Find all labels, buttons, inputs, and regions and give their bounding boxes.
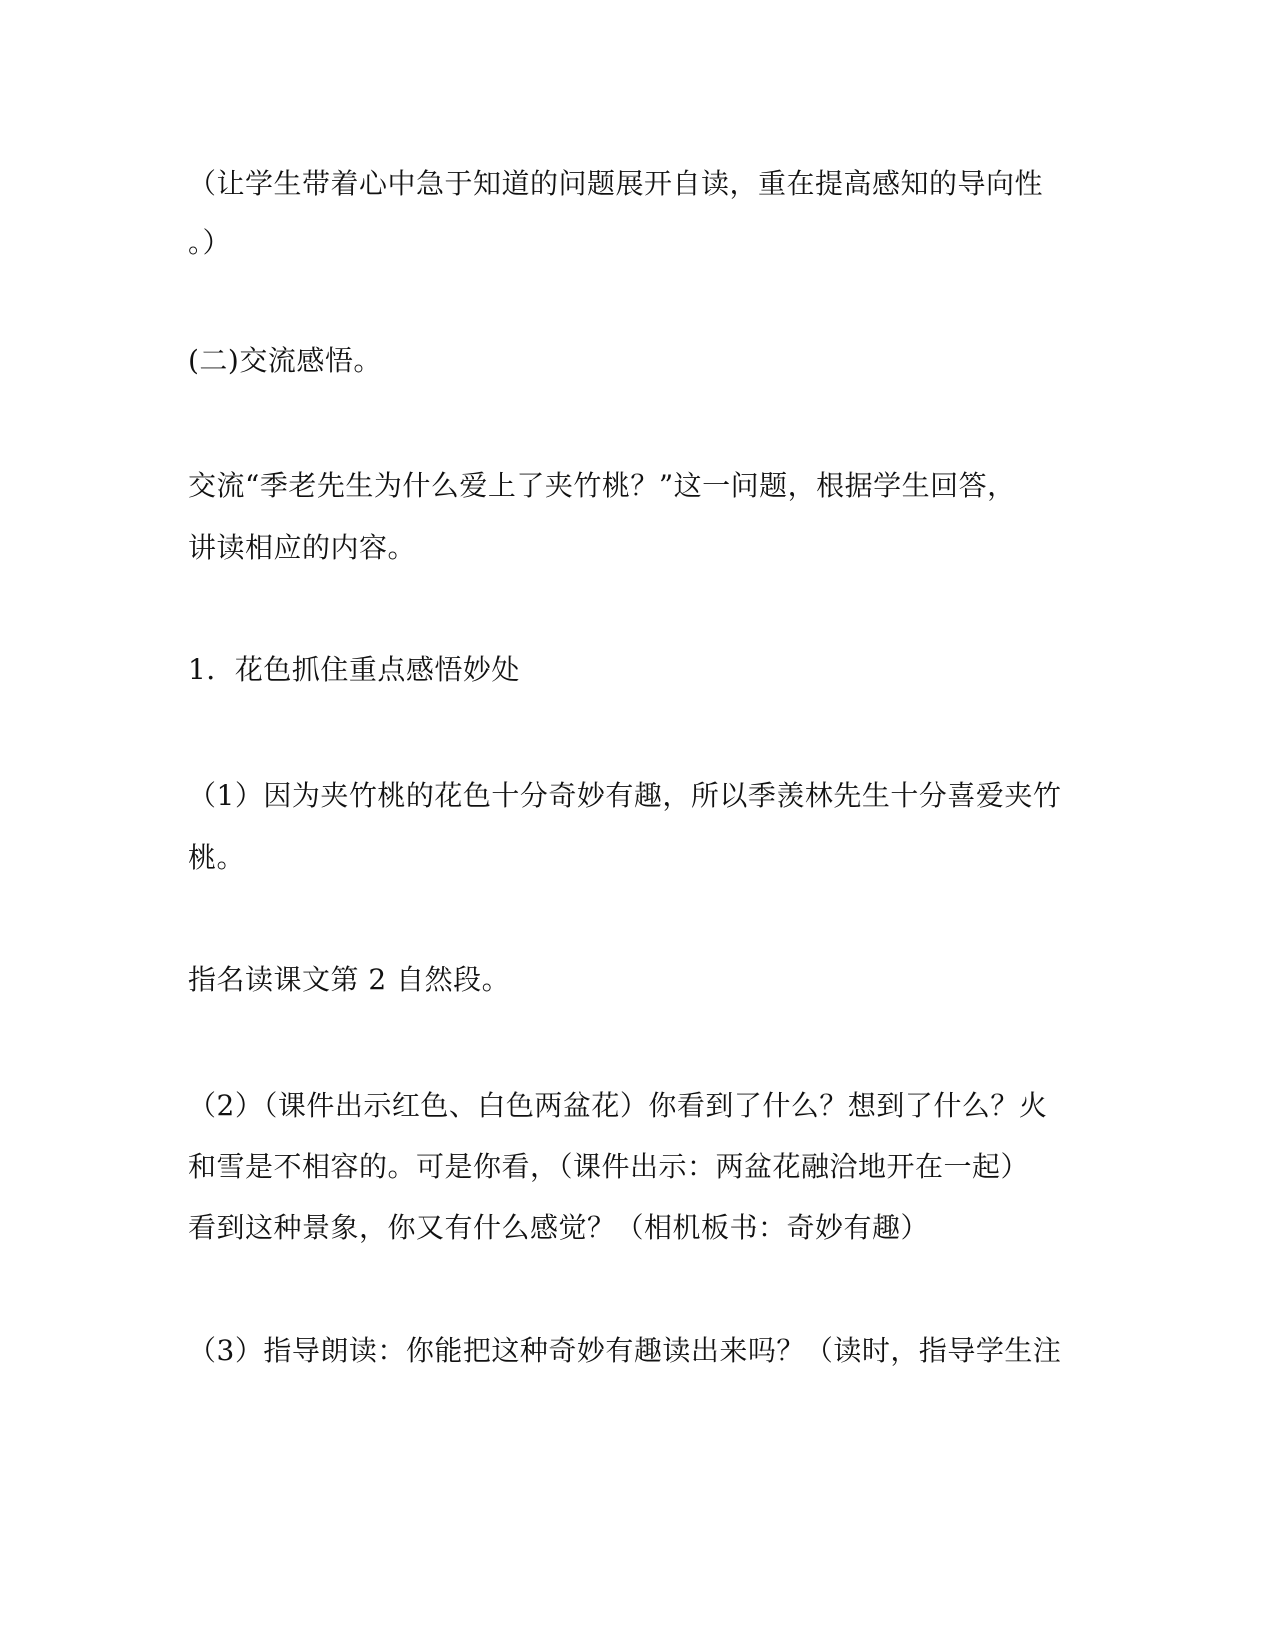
text-line: （1）因为夹竹桃的花色十分奇妙有趣，所以季羡林先生十分喜爱夹竹 <box>188 779 1062 812</box>
text-line: 。） <box>188 226 232 259</box>
text-line: （3）指导朗读：你能把这种奇妙有趣读出来吗？（读时，指导学生注 <box>188 1334 1062 1367</box>
text-line: 桃。 <box>188 841 246 874</box>
text-line: 讲读相应的内容。 <box>188 531 417 564</box>
text-line: （让学生带着心中急于知道的问题展开自读，重在提高感知的导向性 <box>188 167 1044 200</box>
subsection-heading: 1．花色抓住重点感悟妙处 <box>188 653 520 686</box>
section-heading: (二)交流感悟。 <box>188 344 382 377</box>
text-line: 指名读课文第 2 自然段。 <box>188 963 511 996</box>
text-line: 交流“季老先生为什么爱上了夹竹桃？”这一问题，根据学生回答， <box>188 469 1016 502</box>
text-line: 看到这种景象，你又有什么感觉？（相机板书：奇妙有趣） <box>188 1211 930 1244</box>
text-line: （2）（课件出示红色、白色两盆花）你看到了什么？想到了什么？火 <box>188 1089 1048 1122</box>
text-line: 和雪是不相容的。可是你看，（课件出示：两盆花融洽地开在一起） <box>188 1150 1030 1183</box>
